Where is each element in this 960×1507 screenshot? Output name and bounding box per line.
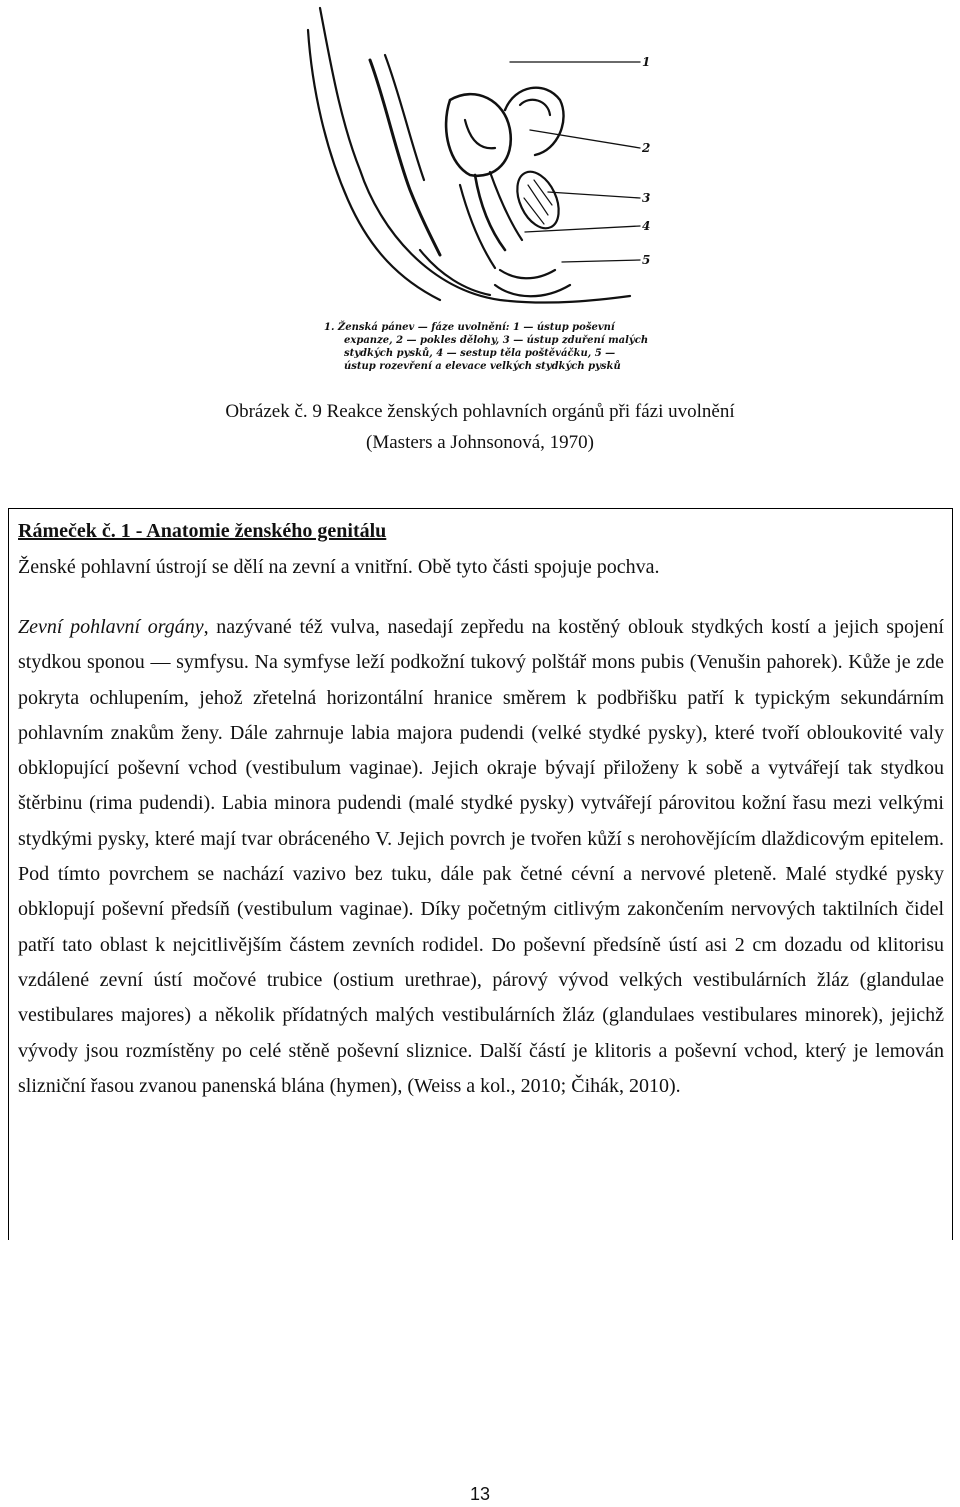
- box-intro: Ženské pohlavní ústrojí se dělí na zevní a vnitřní. Obě tyto části spojuje pochva.: [18, 556, 660, 578]
- box-body-paragraph: [18, 610, 944, 1104]
- pelvis-diagram: [300, 0, 670, 380]
- figure-handwritten-caption-line: expanze, 2 — pokles dělohy, 3 — ústup zduření malých: [344, 335, 649, 346]
- figure-label-1: 1: [642, 55, 651, 69]
- figure-handwritten-caption-line: ústup rozevření a elevace velkých stydkých pysků: [344, 361, 621, 372]
- caption-line-2: (Masters a Johnsonová, 1970): [366, 432, 594, 453]
- box-emphasis: Zevní pohlavní orgány: [18, 616, 204, 638]
- figure-label-5: 5: [642, 253, 651, 267]
- figure-label-2: 2: [642, 141, 651, 155]
- figure-handwritten-caption-line: 1. Ženská pánev — fáze uvolnění: 1 — ústup poševní: [324, 322, 615, 333]
- figure-handwritten-caption-line: stydkých pysků, 4 — sestup těla poštěváčku, 5 —: [344, 348, 616, 359]
- page-number: 13: [469, 1484, 491, 1504]
- box-title: Rámeček č. 1 - Anatomie ženského genitálu: [18, 520, 387, 542]
- figure-label-4: 4: [642, 219, 651, 233]
- caption-line-1: Obrázek č. 9 Reakce ženských pohlavních orgánů při fázi uvolnění: [225, 401, 735, 422]
- figure-caption: [0, 396, 960, 458]
- anatomy-figure: [300, 0, 670, 380]
- figure-label-3: 3: [642, 191, 651, 205]
- box-body-text: , nazývané též vulva, nasedají zepředu na kostěný oblouk stydkých kostí a jejich spojení stydkou sponou — symfysu. Na symfyse leží podkožní tukový polštář mons pubis (Venušin pahorek). Kůže je zde pokryta ochlupením, jehož zřetelná horizontální hranice směrem k podbřišku patří k typickým sekundárním pohlavním znakům ženy. Dále zahrnuje labia majora pudendi (velké stydké pysky), které tvoří obloukovité valy obklopující poševní vchod (vestibulum vaginae). Jejich okraje bývají přiloženy k sobě a vytvářejí tak stydkou štěrbinu (rima pudendi). Labia minora pudendi (malé stydké pysky) vytvářejí párovitou kožní řasu mezi velkými stydkými pysky, které mají tvar obráceného V. Jejich povrch je tvořen kůží s nerohovějícím dlaždicovým epitelem. Pod tímto povrchem se nachází vazivo bez tuku, dále pak četné cévní a nervové pleteně. Malé stydké pysky obklopují poševní předsíň (vestibulum vaginae). Díky početným citlivým zakončením nervových taktilních čidel patří tato oblast k nejcitlivějším částem zevních rodidel. Do poševní předsíně ústí asi 2 cm dozadu od klitorisu vzdálené zevní ústí močové trubice (ostium urethrae), párový vývod velkých vestibulárních žláz (glandulae vestibulares majores) a několik přídatných malých vestibulárních žláz (glandulaes vestibulares minorek), jejichž vývody jsou rozmístěny po celé stěně poševní sliznice. Další částí je klitoris a poševní vchod, který je lemován slizniční řasou zvanou panenská blána (hymen), (Weiss a kol., 2010; Čihák, 2010).: [18, 616, 944, 1097]
